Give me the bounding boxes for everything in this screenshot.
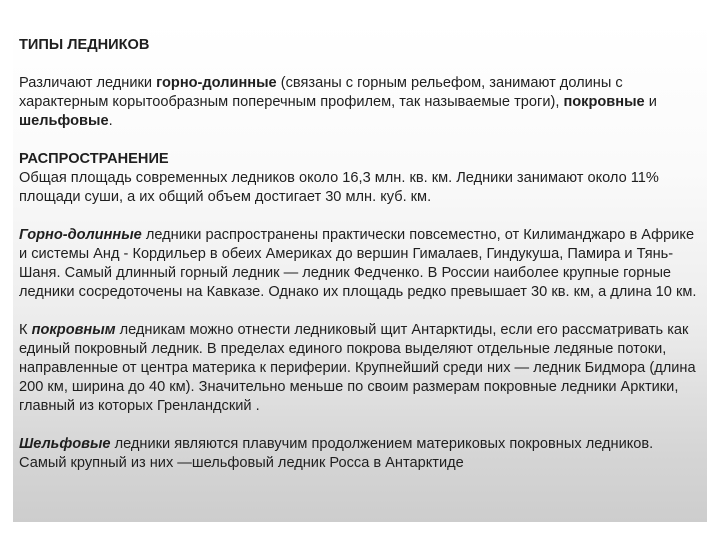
- term-mountain-valley: горно-долинные: [156, 75, 277, 91]
- intro-paragraph: [19, 74, 703, 131]
- shelf-glaciers-paragraph: [19, 435, 703, 473]
- slide: [13, 22, 707, 522]
- mountain-glaciers-term: Горно-долинные: [19, 227, 142, 243]
- cover-glaciers-text: ледникам можно отнести ледниковый щит Антарктиды, если его рассматривать как единый покровный ледник. В пределах единого покрова выделяют отдельные ледяные потоки, направленные от центра материка к периферии. Крупнейший среди них — ледник Бидмора (длина 200 км, ширина до 40 км). Значительно меньше по своим размерам покровные ледники Арктики, главный из которых Гренландский .: [19, 322, 696, 414]
- cover-glaciers-prefix: К: [19, 322, 32, 338]
- slide-content: [19, 36, 703, 492]
- shelf-glaciers-text: ледники являются плавучим продолжением материковых покровных ледников. Самый крупный из них —шельфовый ледник Росса в Антарктиде: [19, 436, 654, 471]
- term-shelf: шельфовые: [19, 113, 109, 129]
- intro-text-2: (связаны с горным рельефом, занимают долины с характерным корытообразным поперечным профилем, так называемые троги),: [19, 75, 623, 110]
- page-title: ТИПЫ ЛЕДНИКОВ: [19, 37, 150, 53]
- distribution-heading: РАСПРОСТРАНЕНИЕ: [19, 151, 169, 167]
- cover-glaciers-paragraph: [19, 321, 703, 416]
- intro-text-4: .: [108, 113, 113, 129]
- cover-glaciers-term: покровным: [31, 322, 116, 338]
- intro-text-3: и: [644, 94, 657, 110]
- shelf-glaciers-term: Шельфовые: [19, 436, 111, 452]
- mountain-glaciers-text: ледники распространены практически повсеместно, от Килиманджаро в Африке и системы Анд - Кордильер в обеих Америках до вершин Гималаев, Гиндукуша, Памира и Тянь-Шаня. Самый длинный горный ледник — ледник Федченко. В России наиболее крупные горные ледники сосредоточены на Кавказе. Однако их площадь редко превышает 30 кв. км, а длина 10 км.: [19, 227, 697, 300]
- distribution-paragraph: Общая площадь современных ледников около 16,3 млн. кв. км. Ледники занимают около 11% площади суши, а их общий объем достигает 30 млн. куб. км.: [19, 170, 659, 205]
- term-cover: покровные: [563, 94, 645, 110]
- intro-text-1: Различают ледники: [19, 75, 157, 91]
- mountain-glaciers-paragraph: [19, 226, 703, 302]
